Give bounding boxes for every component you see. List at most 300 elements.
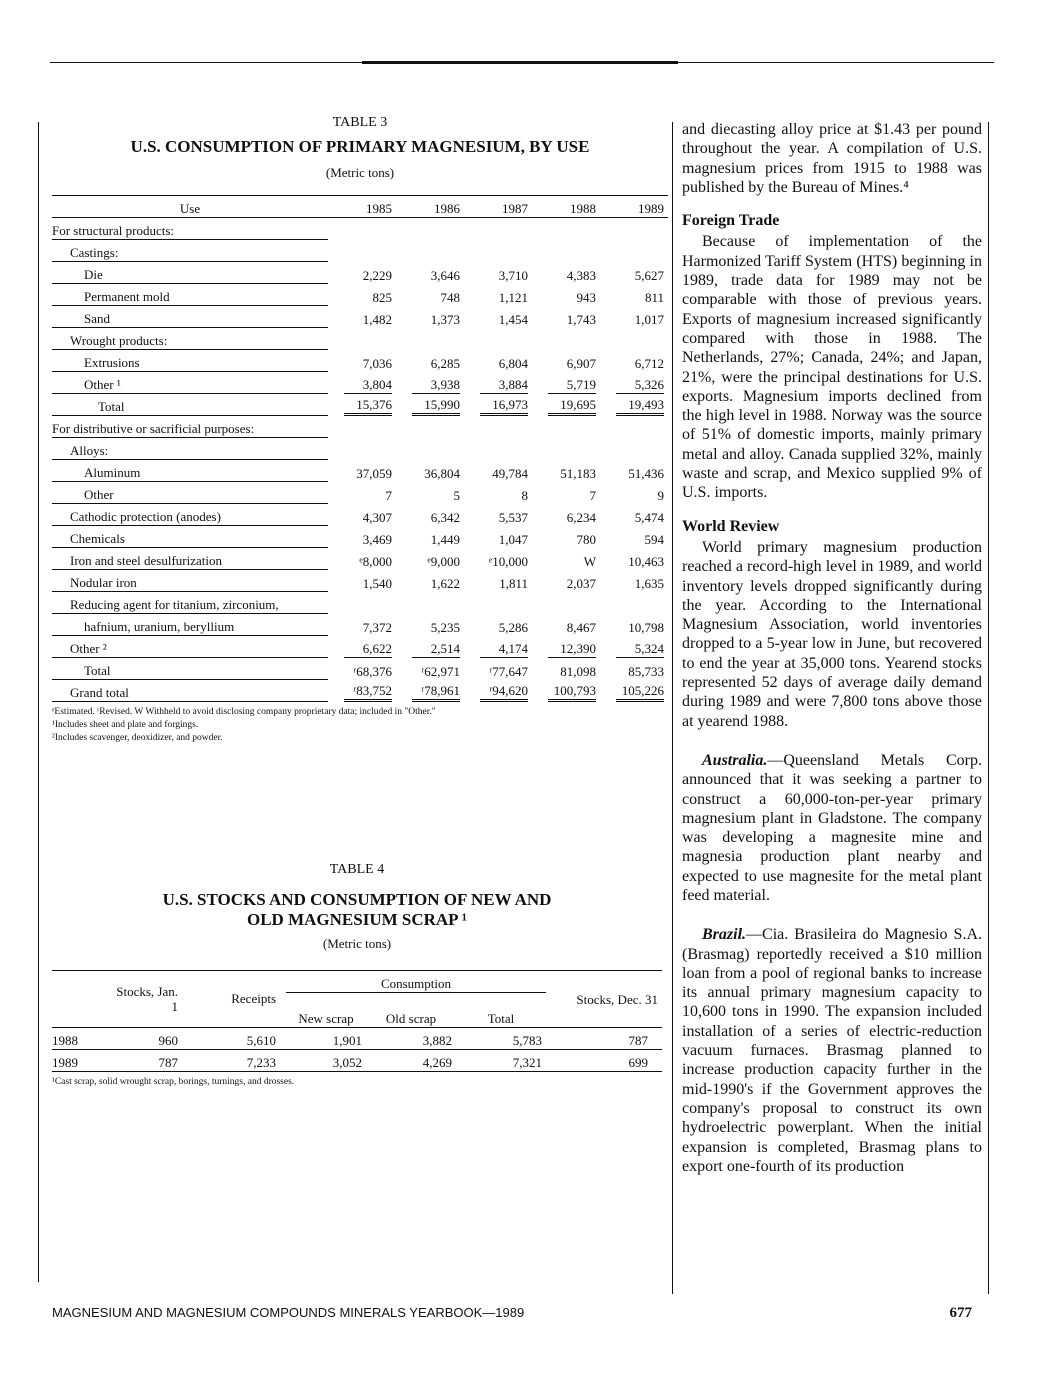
cell-value	[396, 306, 464, 328]
table-row	[52, 614, 668, 636]
page-footer	[52, 1305, 972, 1320]
cell-value	[600, 592, 668, 614]
cell-value	[532, 438, 600, 460]
cell-text: 10,798	[628, 619, 664, 635]
cell-value	[600, 548, 668, 570]
cell-text: 6,907	[566, 355, 596, 371]
cell-text: 5	[453, 487, 460, 503]
page-number: 677	[949, 1305, 972, 1321]
cell-value	[532, 482, 600, 504]
cell-text: 825	[372, 289, 392, 305]
cell-text: 2,514	[412, 641, 460, 658]
label-australia: Australia.	[702, 751, 768, 769]
table-row	[52, 284, 668, 306]
row-label: hafnium, uranium, beryllium	[52, 614, 328, 636]
cell-text: 8,467	[566, 619, 596, 635]
cell-value	[396, 482, 464, 504]
table-4-row-1988	[52, 1028, 662, 1050]
row-label: Cathodic protection (anodes)	[52, 504, 328, 526]
cell-text: 7,036	[362, 355, 392, 371]
table-4-grid	[52, 970, 662, 1072]
table-row	[52, 636, 668, 658]
cell-new: 3,052	[332, 1055, 362, 1070]
row-label: Castings:	[52, 240, 328, 262]
cell-value	[396, 284, 464, 306]
cell-value	[600, 218, 668, 240]
cell-value	[396, 548, 464, 570]
cell-text: 1,454	[498, 311, 528, 327]
cell-value	[464, 372, 532, 394]
cell-value	[464, 526, 532, 548]
table-4-subtitle: (Metric tons)	[322, 936, 392, 951]
row-label: Grand total	[52, 680, 328, 702]
cell-text: 1,449	[430, 531, 460, 547]
table-row	[52, 482, 668, 504]
cell-value	[600, 636, 668, 658]
cell-text: ʳ77,647	[489, 663, 528, 679]
cell-value	[464, 284, 532, 306]
cell-text: 3,710	[498, 267, 528, 283]
cell-text: 5,286	[498, 619, 528, 635]
cell-value	[396, 350, 464, 372]
cell-value	[464, 306, 532, 328]
cell-value	[532, 680, 600, 702]
cell-text: 15,990	[412, 397, 460, 416]
row-label: For distributive or sacrificial purposes:	[52, 416, 328, 438]
cell-text: ʳ62,971	[421, 663, 460, 679]
cell-value	[464, 394, 532, 416]
cell-value	[328, 592, 396, 614]
cell-value	[532, 592, 600, 614]
col-header-1989: 1989	[600, 196, 668, 218]
cell-text: 1,622	[430, 575, 460, 591]
row-label: Nodular iron	[52, 570, 328, 592]
cell-value	[464, 658, 532, 680]
cell-text: 1,635	[634, 575, 664, 591]
cell-text: 3,804	[344, 377, 392, 394]
cell-value	[328, 416, 396, 438]
cell-text: 9	[657, 487, 664, 503]
cell-text: 85,733	[628, 663, 664, 679]
text-brazil: —Cia. Brasileira do Magnesio S.A. (Brasmag) reportedly received a $10 million loan from a pool of regional banks to increase its annual primary magnesium capacity to 10,600 tons in 1990. The expansion included installation of a series of electric-reduction vacuum furnaces. Brasmag planned to increase production capacity further in the mid-1990's if the Government approves the company's proposal to construct its own hydroelectric powerplant. When the initial expansion is completed, Brasmag plans to export one-fourth of its production	[682, 926, 982, 1175]
row-label: Chemicals	[52, 526, 328, 548]
table-4-title-line2: OLD MAGNESIUM SCRAP ¹	[247, 910, 467, 929]
cell-text: ʳ68,376	[353, 663, 392, 679]
cell-text: 51,183	[560, 465, 596, 481]
cell-value	[396, 460, 464, 482]
paragraph-world-review: World primary magnesium production reached a record-high level in 1989, and world inventory levels dropped significantly during the year. According to the International Magnesium Association, world inventories dropped to a 5-year low in June, but recovered to end the year at 35,000 tons. Yearend stocks represented 52 days of average daily demand during 1989 and were 7,800 tons above those at yearend 1988.	[682, 538, 982, 730]
cell-text: ᵉ9,000	[427, 553, 460, 569]
cell-text: 4,383	[566, 267, 596, 283]
cell-text: 5,326	[616, 377, 664, 394]
row-label: Reducing agent for titanium, zirconium,	[52, 592, 328, 614]
cell-text: 1,121	[498, 289, 528, 305]
cell-text: 36,804	[424, 465, 460, 481]
cell-total: 5,783	[512, 1033, 542, 1048]
col-header-1987: 1987	[464, 196, 532, 218]
table-4-footnote: ¹Cast scrap, solid wrought scrap, borings, turnings, and drosses.	[52, 1077, 295, 1087]
cell-text: 1,811	[499, 575, 528, 591]
col-header-1985: 1985	[328, 196, 396, 218]
table-row	[52, 394, 668, 416]
cell-value	[600, 438, 668, 460]
table-row	[52, 680, 668, 702]
cell-value	[532, 306, 600, 328]
cell-value	[396, 262, 464, 284]
top-rule-thick	[362, 61, 678, 64]
col-header-consumption: Consumption	[286, 971, 546, 993]
cell-old: 3,882	[422, 1033, 452, 1048]
table-3	[52, 115, 668, 745]
table-row	[52, 416, 668, 438]
cell-value	[464, 438, 532, 460]
cell-value	[396, 240, 464, 262]
table-3-subtitle: (Metric tons)	[325, 165, 395, 180]
cell-text: ʳ78,961	[412, 683, 460, 702]
cell-text: 748	[440, 289, 460, 305]
cell-text: 7,372	[362, 619, 392, 635]
cell-value	[328, 482, 396, 504]
cell-value	[464, 592, 532, 614]
cell-value	[532, 416, 600, 438]
cell-value	[328, 350, 396, 372]
heading-world-review: World Review	[682, 517, 780, 535]
paragraph-foreign-trade: Because of implementation of the Harmonized Tariff System (HTS) beginning in 1989, trade data for 1989 may not be comparable with those of previous years. Exports of magnesium increased significantly compared with those in 1988. The Netherlands, 27%; Canada, 24%; and Japan, 21%, were the principal destinations for U.S. exports. Magnesium imports declined from the high level in 1988. Norway was the source of 51% of domestic imports, mainly primary metal and alloy. Canada supplied 32%, mainly waste and scrap, and Mexico supplied 9% of U.S. imports.	[682, 233, 982, 502]
cell-value	[532, 328, 600, 350]
col-header-stocks-dec: Stocks, Dec. 31	[576, 991, 658, 1007]
cell-value	[532, 372, 600, 394]
cell-text: 5,627	[634, 267, 664, 283]
cell-value	[396, 592, 464, 614]
table-row	[52, 438, 668, 460]
cell-value	[396, 372, 464, 394]
cell-text: 780	[576, 531, 596, 547]
cell-text: 6,285	[430, 355, 460, 371]
cell-text: 81,098	[560, 663, 596, 679]
row-label: Permanent mold	[52, 284, 328, 306]
cell-value	[600, 614, 668, 636]
cell-value	[600, 460, 668, 482]
cell-value	[464, 240, 532, 262]
cell-text: 49,784	[492, 465, 528, 481]
cell-old: 4,269	[422, 1055, 452, 1070]
paragraph-australia	[682, 751, 982, 905]
cell-value	[328, 240, 396, 262]
cell-text: 1,047	[498, 531, 528, 547]
cell-value	[328, 548, 396, 570]
row-label: Aluminum	[52, 460, 328, 482]
cell-text: 3,646	[430, 267, 460, 283]
row-label: Alloys:	[52, 438, 328, 460]
cell-value	[532, 262, 600, 284]
cell-text: 943	[576, 289, 596, 305]
cell-text: 19,493	[616, 397, 664, 416]
row-label: Total	[52, 658, 328, 680]
cell-year: 1988	[52, 1033, 78, 1048]
cell-text: 6,712	[634, 355, 664, 371]
cell-value	[328, 306, 396, 328]
cell-text: ᵉ8,000	[359, 553, 392, 569]
cell-value	[396, 680, 464, 702]
cell-value	[328, 394, 396, 416]
cell-text: 3,884	[480, 377, 528, 394]
cell-text: 3,469	[362, 531, 392, 547]
cell-value	[464, 680, 532, 702]
cell-value	[464, 460, 532, 482]
cell-value	[600, 350, 668, 372]
column-divider	[672, 122, 673, 1294]
footnote-1: ¹Includes sheet and plate and forgings.	[52, 720, 199, 730]
cell-value	[600, 658, 668, 680]
right-column-text	[682, 120, 982, 1176]
table-row	[52, 592, 668, 614]
col-header-total: Total	[487, 1011, 515, 1026]
cell-value	[464, 548, 532, 570]
cell-value	[396, 438, 464, 460]
cell-text: 594	[644, 531, 664, 547]
right-margin-rule	[988, 122, 989, 1294]
footnote-2: ²Includes scavenger, deoxidizer, and powder.	[52, 733, 223, 743]
table-4	[52, 862, 662, 1089]
cell-stocks-dec: 699	[628, 1055, 648, 1070]
cell-value	[532, 526, 600, 548]
col-header-1986: 1986	[396, 196, 464, 218]
cell-text: ᵉ10,000	[488, 553, 528, 569]
heading-foreign-trade: Foreign Trade	[682, 212, 780, 230]
row-label: Iron and steel desulfurization	[52, 548, 328, 570]
cell-value	[532, 350, 600, 372]
footnote-e: ᵉEstimated. ʳRevised. W Withheld to avoid disclosing company proprietary data; included in "Other."	[52, 707, 436, 717]
table-row	[52, 526, 668, 548]
cell-value	[532, 548, 600, 570]
cell-value	[328, 658, 396, 680]
cell-value	[532, 394, 600, 416]
cell-text: 15,376	[344, 397, 392, 416]
cell-new: 1,901	[332, 1033, 362, 1048]
table-row	[52, 570, 668, 592]
cell-value	[600, 526, 668, 548]
table-4-caption: TABLE 4	[329, 862, 385, 877]
cell-text: 12,390	[548, 641, 596, 658]
cell-value	[328, 460, 396, 482]
cell-value	[396, 636, 464, 658]
col-header-new: New scrap	[298, 1011, 354, 1026]
col-header-old: Old scrap	[385, 1011, 437, 1026]
row-label: Total	[52, 394, 328, 416]
cell-text: 5,324	[616, 641, 664, 658]
cell-value	[396, 570, 464, 592]
cell-value	[600, 394, 668, 416]
cell-value	[464, 614, 532, 636]
table-row	[52, 306, 668, 328]
cell-text: 5,537	[498, 509, 528, 525]
cell-value	[600, 240, 668, 262]
table-row	[52, 504, 668, 526]
row-label: For structural products:	[52, 218, 328, 240]
cell-text: 7	[589, 487, 596, 503]
cell-text: 1,482	[362, 311, 392, 327]
cell-stocks-jan: 960	[158, 1033, 178, 1048]
cell-value	[328, 218, 396, 240]
cell-value	[464, 416, 532, 438]
row-label: Extrusions	[52, 350, 328, 372]
cell-value	[600, 306, 668, 328]
cell-text: 7	[385, 487, 392, 503]
paragraph-brazil	[682, 925, 982, 1176]
cell-value	[600, 570, 668, 592]
cell-text: 100,793	[548, 683, 596, 702]
cell-text: 5,719	[548, 377, 596, 394]
cell-value	[532, 636, 600, 658]
cell-text: 105,226	[616, 683, 664, 702]
table-3-footnotes	[52, 706, 668, 745]
cell-text: 2,229	[362, 267, 392, 283]
cell-value	[328, 636, 396, 658]
cell-receipts: 7,233	[246, 1055, 276, 1070]
cell-value	[600, 262, 668, 284]
cell-text: 1,540	[362, 575, 392, 591]
table-3-header-row	[52, 196, 668, 218]
cell-value	[396, 504, 464, 526]
table-row	[52, 460, 668, 482]
cell-year: 1989	[52, 1055, 78, 1070]
cell-value	[464, 570, 532, 592]
row-label: Other ¹	[52, 372, 328, 394]
cell-value	[464, 636, 532, 658]
cell-value	[532, 614, 600, 636]
footer-title: MAGNESIUM AND MAGNESIUM COMPOUNDS MINERALS YEARBOOK—1989	[52, 1305, 525, 1320]
table-row	[52, 548, 668, 570]
table-4-row-1989	[52, 1050, 662, 1072]
col-header-use: Use	[52, 196, 328, 218]
table-row	[52, 372, 668, 394]
label-brazil: Brazil.	[702, 926, 747, 944]
cell-text: 16,973	[480, 397, 528, 416]
cell-value	[396, 614, 464, 636]
cell-value	[328, 614, 396, 636]
cell-value	[328, 438, 396, 460]
cell-value	[396, 328, 464, 350]
cell-value	[600, 680, 668, 702]
cell-text: 1,743	[566, 311, 596, 327]
text-australia: —Queensland Metals Corp. announced that it was seeking a partner to construct a 60,000-ton-per-year primary magnesium plant in Gladstone. The company was developing a magnesite mine and magnesia production plant nearby and expected to use magnesite for the metal plant feed material.	[682, 751, 982, 904]
col-header-receipts: Receipts	[231, 991, 276, 1006]
cell-value	[328, 284, 396, 306]
cell-text: 37,059	[356, 465, 392, 481]
cell-text: 6,234	[566, 509, 596, 525]
cell-value	[464, 218, 532, 240]
table-row	[52, 350, 668, 372]
table-row	[52, 658, 668, 680]
cell-text: 8	[521, 487, 528, 503]
cell-text: W	[583, 553, 596, 569]
cell-text: 811	[644, 289, 664, 305]
cell-text: 5,235	[430, 619, 460, 635]
cell-value	[600, 416, 668, 438]
cell-value	[532, 284, 600, 306]
cell-value	[600, 372, 668, 394]
cell-text: 19,695	[548, 397, 596, 416]
cell-value	[328, 526, 396, 548]
table-4-header-row1	[52, 971, 662, 993]
cell-value	[532, 570, 600, 592]
cell-value	[464, 328, 532, 350]
row-label: Sand	[52, 306, 328, 328]
cell-stocks-jan: 787	[158, 1055, 178, 1070]
cell-text: 6,622	[344, 641, 392, 658]
cell-value	[600, 328, 668, 350]
cell-value	[328, 570, 396, 592]
col-header-1988: 1988	[532, 196, 600, 218]
row-label: Die	[52, 262, 328, 284]
table-3-title: U.S. CONSUMPTION OF PRIMARY MAGNESIUM, BY USE	[130, 137, 590, 156]
cell-value	[464, 482, 532, 504]
table-row	[52, 240, 668, 262]
cell-value	[328, 680, 396, 702]
cell-value	[328, 504, 396, 526]
cell-value	[464, 504, 532, 526]
cell-text: 51,436	[628, 465, 664, 481]
cell-text: 10,463	[628, 553, 664, 569]
cell-value	[532, 218, 600, 240]
cell-text: 6,342	[430, 509, 460, 525]
table-row	[52, 218, 668, 240]
cell-text: ʳ94,620	[480, 683, 528, 702]
table-row	[52, 262, 668, 284]
cell-stocks-dec: 787	[628, 1033, 648, 1048]
row-label: Other	[52, 482, 328, 504]
left-margin-rule	[38, 122, 39, 1282]
cell-text: 4,307	[362, 509, 392, 525]
cell-value	[396, 658, 464, 680]
cell-value	[396, 416, 464, 438]
cell-text: ʳ83,752	[344, 683, 392, 702]
cell-value	[532, 504, 600, 526]
cell-value	[600, 504, 668, 526]
cell-value	[532, 658, 600, 680]
table-4-title-line1: U.S. STOCKS AND CONSUMPTION OF NEW AND	[162, 890, 552, 909]
cell-value	[600, 482, 668, 504]
cell-text: 1,017	[634, 311, 664, 327]
cell-value	[464, 262, 532, 284]
cell-text: 4,174	[480, 641, 528, 658]
table-row	[52, 328, 668, 350]
cell-receipts: 5,610	[246, 1033, 276, 1048]
col-header-stocks-jan: Stocks, Jan. 1	[116, 984, 178, 1014]
cell-value	[600, 284, 668, 306]
row-label: Other ²	[52, 636, 328, 658]
cell-value	[532, 460, 600, 482]
cell-text: 3,938	[412, 377, 460, 394]
cell-text: 2,037	[566, 575, 596, 591]
cell-text: 5,474	[634, 509, 664, 525]
cell-text: 1,373	[430, 311, 460, 327]
table-3-caption: TABLE 3	[332, 115, 388, 130]
cell-value	[396, 394, 464, 416]
cell-value	[396, 218, 464, 240]
cell-value	[328, 372, 396, 394]
cell-text: 6,804	[498, 355, 528, 371]
cell-value	[328, 328, 396, 350]
cell-value	[464, 350, 532, 372]
cell-value	[396, 526, 464, 548]
row-label: Wrought products:	[52, 328, 328, 350]
paragraph-prices: and diecasting alloy price at $1.43 per pound throughout the year. A compilation of U.S. magnesium prices from 1915 to 1988 was published by the Bureau of Mines.⁴	[682, 121, 982, 196]
cell-value	[532, 240, 600, 262]
cell-value	[328, 262, 396, 284]
table-3-grid	[52, 195, 668, 702]
cell-total: 7,321	[512, 1055, 542, 1070]
